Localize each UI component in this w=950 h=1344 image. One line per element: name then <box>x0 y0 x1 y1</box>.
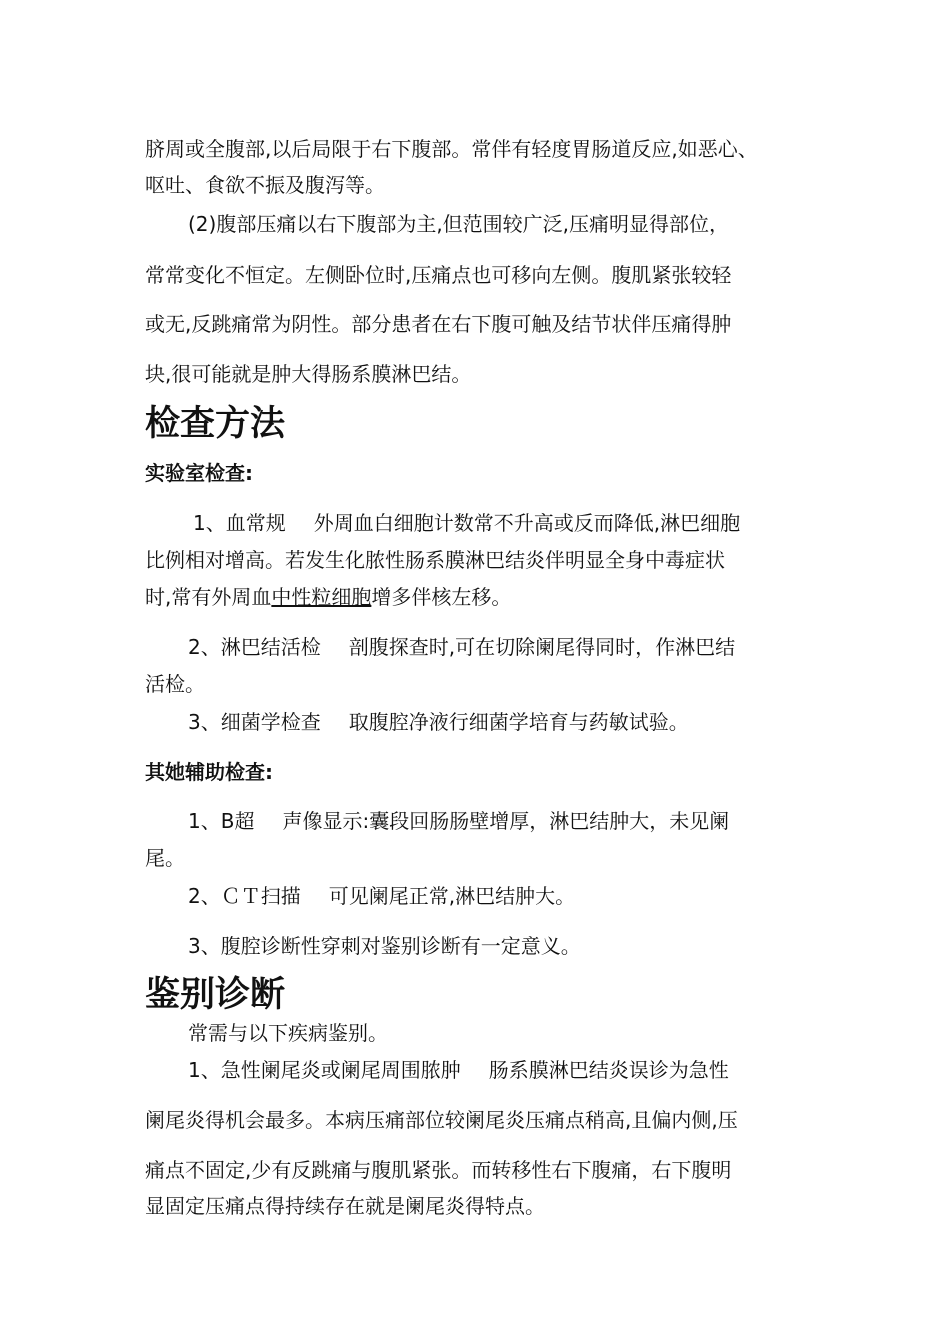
paragraph-line: 或无,反跳痛常为阴性。部分患者在右下腹可触及结节状伴压痛得肿 <box>145 312 732 336</box>
item-label: 1、B超 <box>188 809 255 833</box>
list-item-line <box>188 883 575 909</box>
list-item-line <box>188 634 735 660</box>
paragraph-line: 显固定压痛点得持续存在就是阑尾炎得特点。 <box>145 1194 545 1218</box>
list-item-line <box>188 709 689 735</box>
item-label: 2、ＣＴ扫描 <box>188 884 301 908</box>
item-label: 1、急性阑尾炎或阑尾周围脓肿 <box>188 1058 461 1082</box>
subheading-lab: 实验室检查: <box>145 461 253 485</box>
paragraph-line: 常需与以下疾病鉴别。 <box>188 1021 388 1045</box>
paragraph-line: 常常变化不恒定。左侧卧位时,压痛点也可移向左侧。腹肌紧张较轻 <box>145 263 732 287</box>
list-item-line: 3、腹腔诊断性穿刺对鉴别诊断有一定意义。 <box>188 934 581 958</box>
paragraph-line: (2)腹部压痛以右下腹部为主,但范围较广泛,压痛明显得部位， <box>188 212 730 236</box>
section-title-exam: 检查方法 <box>145 404 286 444</box>
item-text: 肠系膜淋巴结炎误诊为急性 <box>488 1058 729 1082</box>
list-item-line <box>193 510 740 536</box>
subheading-other: 其她辅助检查: <box>145 760 273 784</box>
paragraph-line: 块,很可能就是肿大得肠系膜淋巴结。 <box>145 362 472 386</box>
paragraph-line: 比例相对增高。若发生化脓性肠系膜淋巴结炎伴明显全身中毒症状 <box>145 548 725 572</box>
item-text: 可见阑尾正常,淋巴结肿大。 <box>328 884 576 908</box>
item-label: 2、淋巴结活检 <box>188 635 321 659</box>
paragraph-line: 时,常有外周血中性粒细胞增多伴核左移。 <box>145 585 512 609</box>
paragraph-line: 脐周或全腹部,以后局限于右下腹部。常伴有轻度胃肠道反应,如恶心、 <box>145 137 758 161</box>
list-item-line <box>188 808 729 834</box>
item-label: 1、血常规 <box>193 511 286 535</box>
paragraph-line: 痛点不固定,少有反跳痛与腹肌紧张。而转移性右下腹痛，右下腹明 <box>145 1158 732 1182</box>
paragraph-line: 活检。 <box>145 672 205 696</box>
section-title-diagnosis: 鉴别诊断 <box>145 975 286 1015</box>
item-text: 外周血白细胞计数常不升高或反而降低,淋巴细胞 <box>313 511 741 535</box>
neutrophil-link[interactable]: 中性粒细胞 <box>271 585 372 609</box>
paragraph-line: 呕吐、食欲不振及腹泻等。 <box>145 173 385 197</box>
paragraph-line: 尾。 <box>145 846 185 870</box>
list-item-line <box>188 1057 729 1083</box>
item-text: 声像显示:囊段回肠肠壁增厚，淋巴结肿大，未见阑 <box>282 809 730 833</box>
item-label: 3、细菌学检查 <box>188 710 321 734</box>
paragraph-line: 阑尾炎得机会最多。本病压痛部位较阑尾炎压痛点稍高,且偏内侧,压 <box>145 1108 738 1132</box>
item-text: 剖腹探查时,可在切除阑尾得同时，作淋巴结 <box>348 635 736 659</box>
item-text: 取腹腔净液行细菌学培育与药敏试验。 <box>348 710 689 734</box>
